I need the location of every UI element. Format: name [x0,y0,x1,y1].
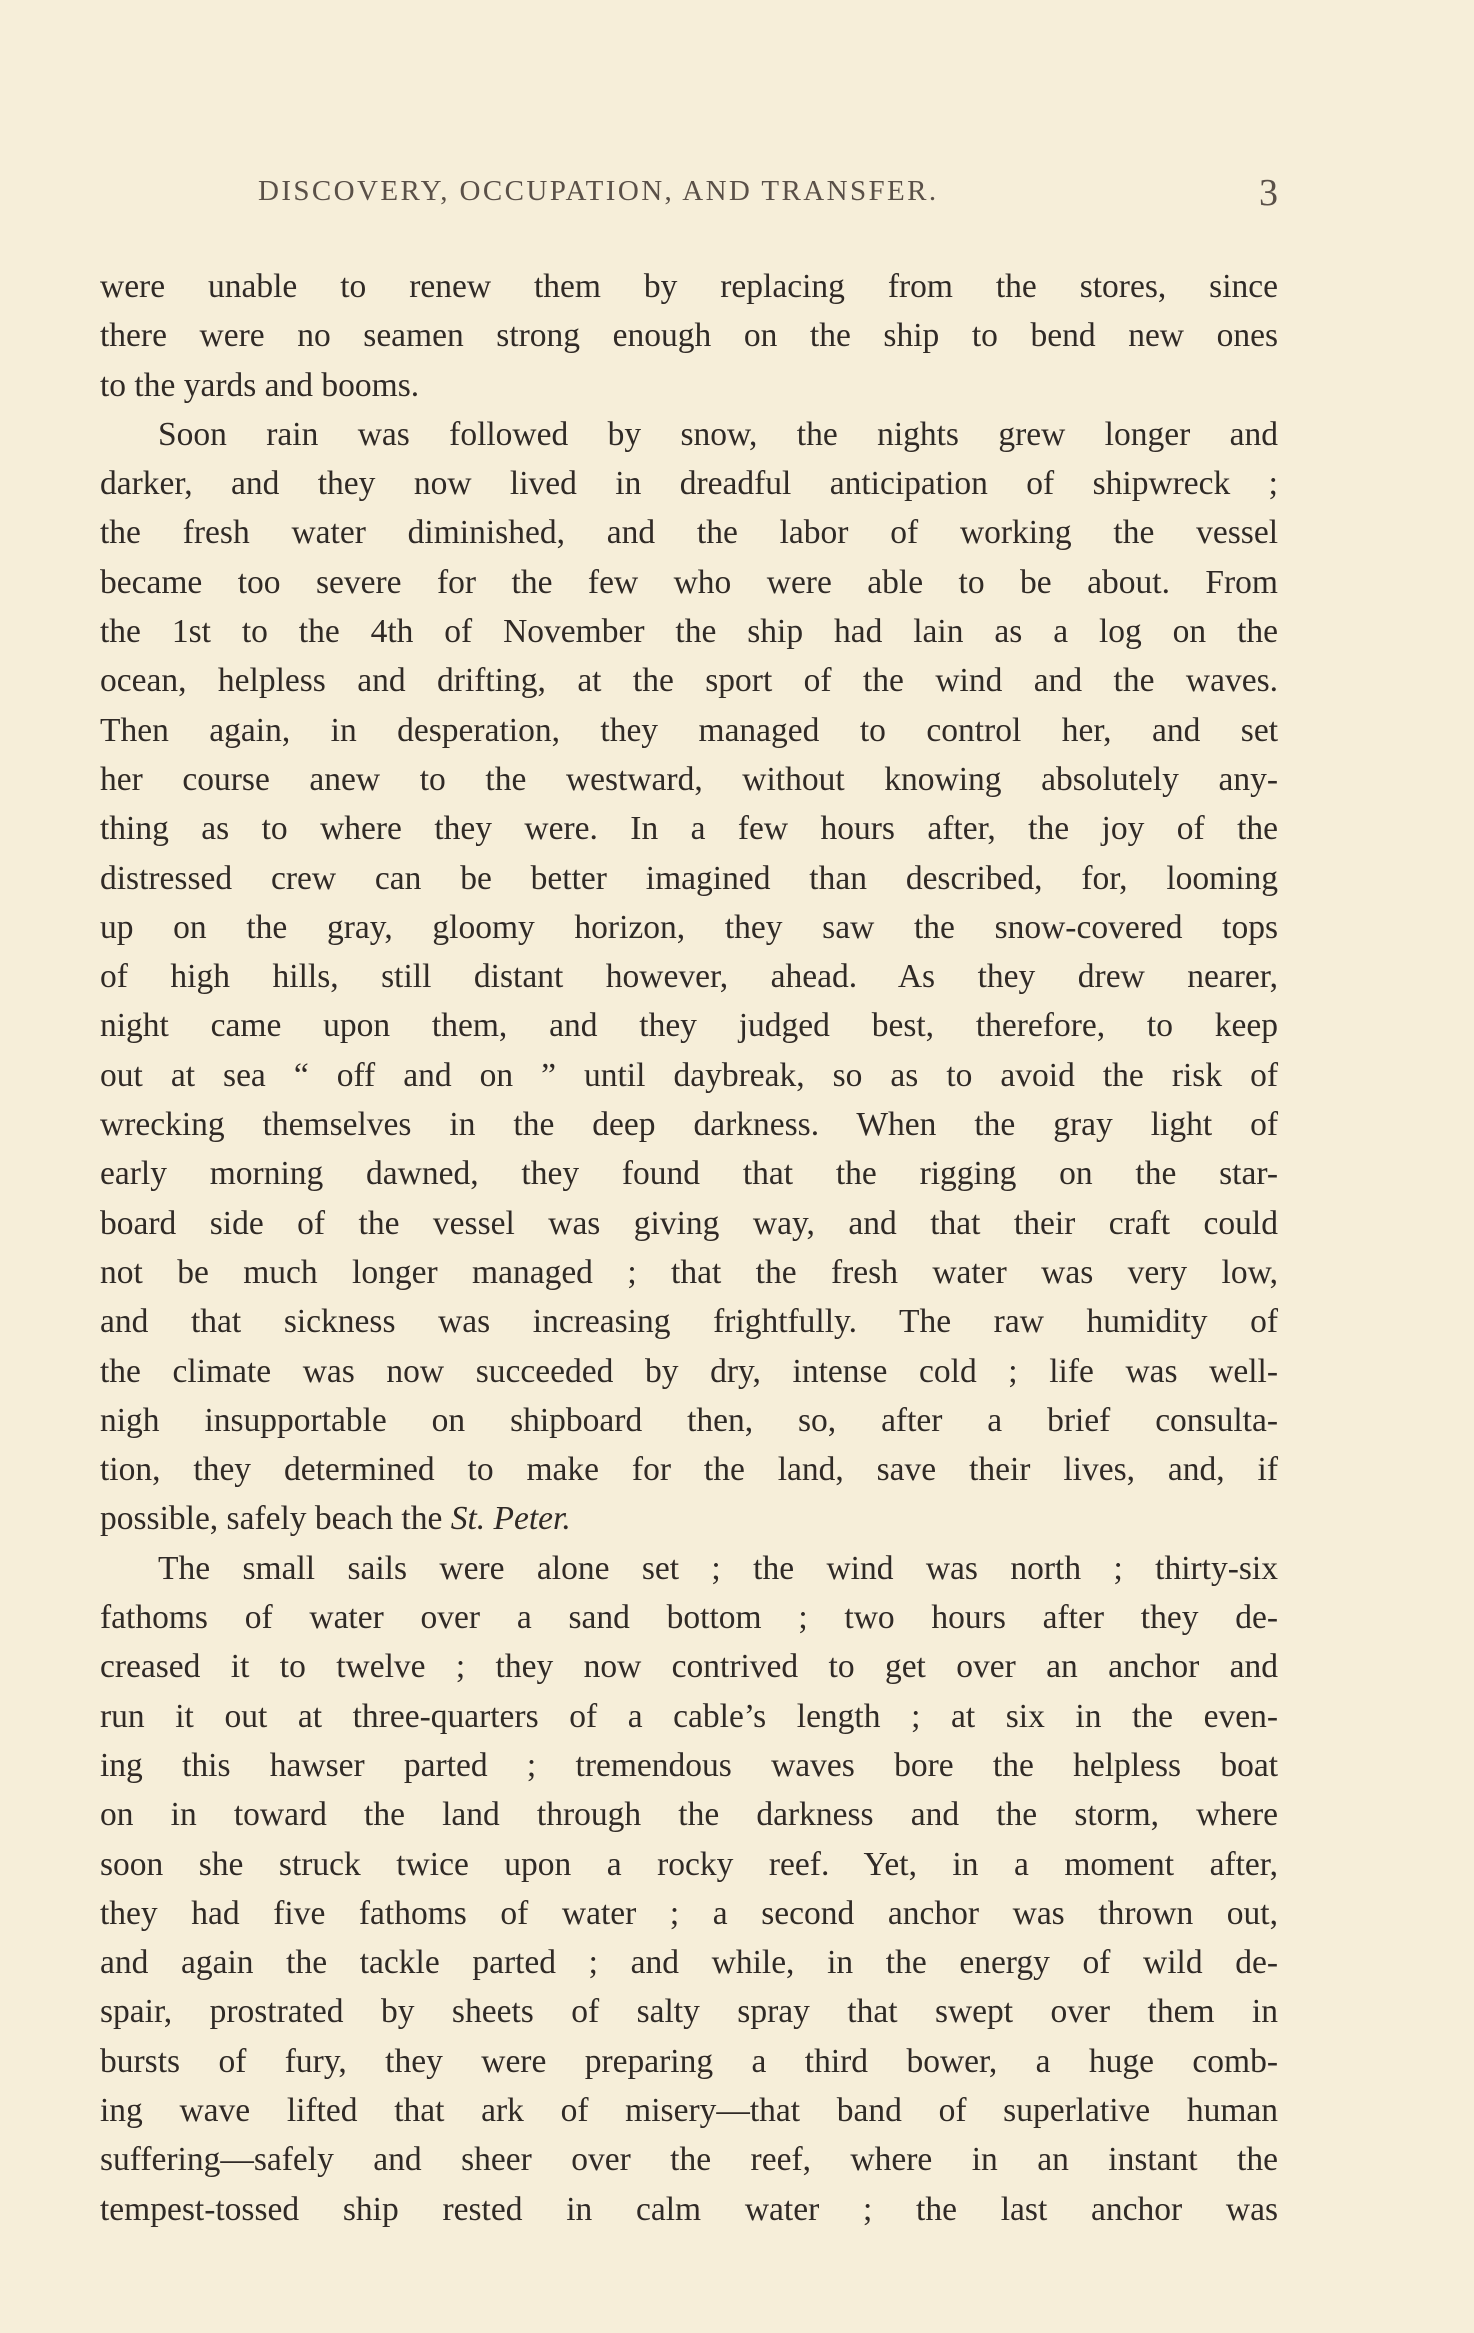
text-line: ing wave lifted that ark of misery—that band of superlative human [100,2091,1278,2129]
line-text: possible, safely beach the [100,1500,443,1538]
text-line: of high hills, still distant however, ahead. As they drew nearer, [100,958,1278,996]
text-line: there were no seamen strong enough on the ship to bend new ones [100,317,1278,355]
running-title: DISCOVERY, OCCUPATION, AND TRANSFER. [258,175,939,207]
text-line: thing as to where they were. In a few hours after, the joy of the [100,810,1278,848]
text-line: night came upon them, and they judged best, therefore, to keep [100,1007,1278,1045]
text-line: darker, and they now lived in dreadful anticipation of shipwreck ; [100,465,1278,503]
paragraph-start-line: Soon rain was followed by snow, the nights grew longer and [158,415,1278,453]
text-line: ing this hawser parted ; tremendous waves bore the helpless boat [100,1746,1278,1784]
text-line: nigh insupportable on shipboard then, so, after a brief consulta- [100,1401,1278,1439]
text-line: and again the tackle parted ; and while, in the energy of wild de- [100,1944,1278,1982]
text-line: soon she struck twice upon a rocky reef. Yet, in a moment after, [100,1845,1278,1883]
text-line: bursts of fury, they were preparing a third bower, a huge comb- [100,2042,1278,2080]
text-line: became too severe for the few who were able to be about. From [100,563,1278,601]
text-line: the fresh water diminished, and the labor of working the vessel [100,514,1278,552]
text-line: distressed crew can be better imagined than described, for, looming [100,859,1278,897]
text-line: not be much longer managed ; that the fresh water was very low, [100,1253,1278,1291]
text-line: board side of the vessel was giving way, and that their craft could [100,1204,1278,1242]
text-line: early morning dawned, they found that the rigging on the star- [100,1155,1278,1193]
page-number: 3 [1259,172,1278,214]
text-line: to the yards and booms. [100,366,420,404]
text-line: were unable to renew them by replacing from the stores, since [100,268,1278,305]
text-line: ocean, helpless and drifting, at the sport of the wind and the waves. [100,662,1278,700]
running-header [100,172,1278,225]
text-line: her course anew to the westward, without knowing absolutely any- [100,760,1278,798]
text-line: out at sea “ off and on ” until daybreak, so as to avoid the risk of [100,1056,1278,1094]
text-line [100,1494,1278,1543]
text-line: they had five fathoms of water ; a second anchor was thrown out, [100,1894,1278,1932]
text-line: fathoms of water over a sand bottom ; two hours after they de- [100,1599,1278,1637]
text-line: tempest-tossed ship rested in calm water ; the last anchor was [100,2190,1278,2228]
body-text [100,262,1278,2234]
text-line: wrecking themselves in the deep darkness. When the gray light of [100,1106,1278,1144]
paragraph-start-line: The small sails were alone set ; the wind was north ; thirty-six [158,1549,1278,1587]
ship-name-italic: St. Peter. [450,1500,571,1538]
text-line: run it out at three-quarters of a cable’s length ; at six in the even- [100,1697,1278,1735]
text-line: Then again, in desperation, they managed to control her, and set [100,711,1278,749]
text-line: the 1st to the 4th of November the ship had lain as a log on the [100,613,1278,651]
text-line: up on the gray, gloomy horizon, they saw the snow-covered tops [100,908,1278,946]
text-line: and that sickness was increasing frightfully. The raw humidity of [100,1303,1278,1341]
text-line: spair, prostrated by sheets of salty spray that swept over them in [100,1993,1278,2031]
text-line: the climate was now succeeded by dry, intense cold ; life was well- [100,1352,1278,1390]
text-line: suffering—safely and sheer over the reef, where in an instant the [100,2141,1278,2179]
text-line: on in toward the land through the darkness and the storm, where [100,1796,1278,1834]
text-line: tion, they determined to make for the land, save their lives, and, if [100,1451,1278,1489]
text-line: creased it to twelve ; they now contrived to get over an anchor and [100,1648,1278,1686]
